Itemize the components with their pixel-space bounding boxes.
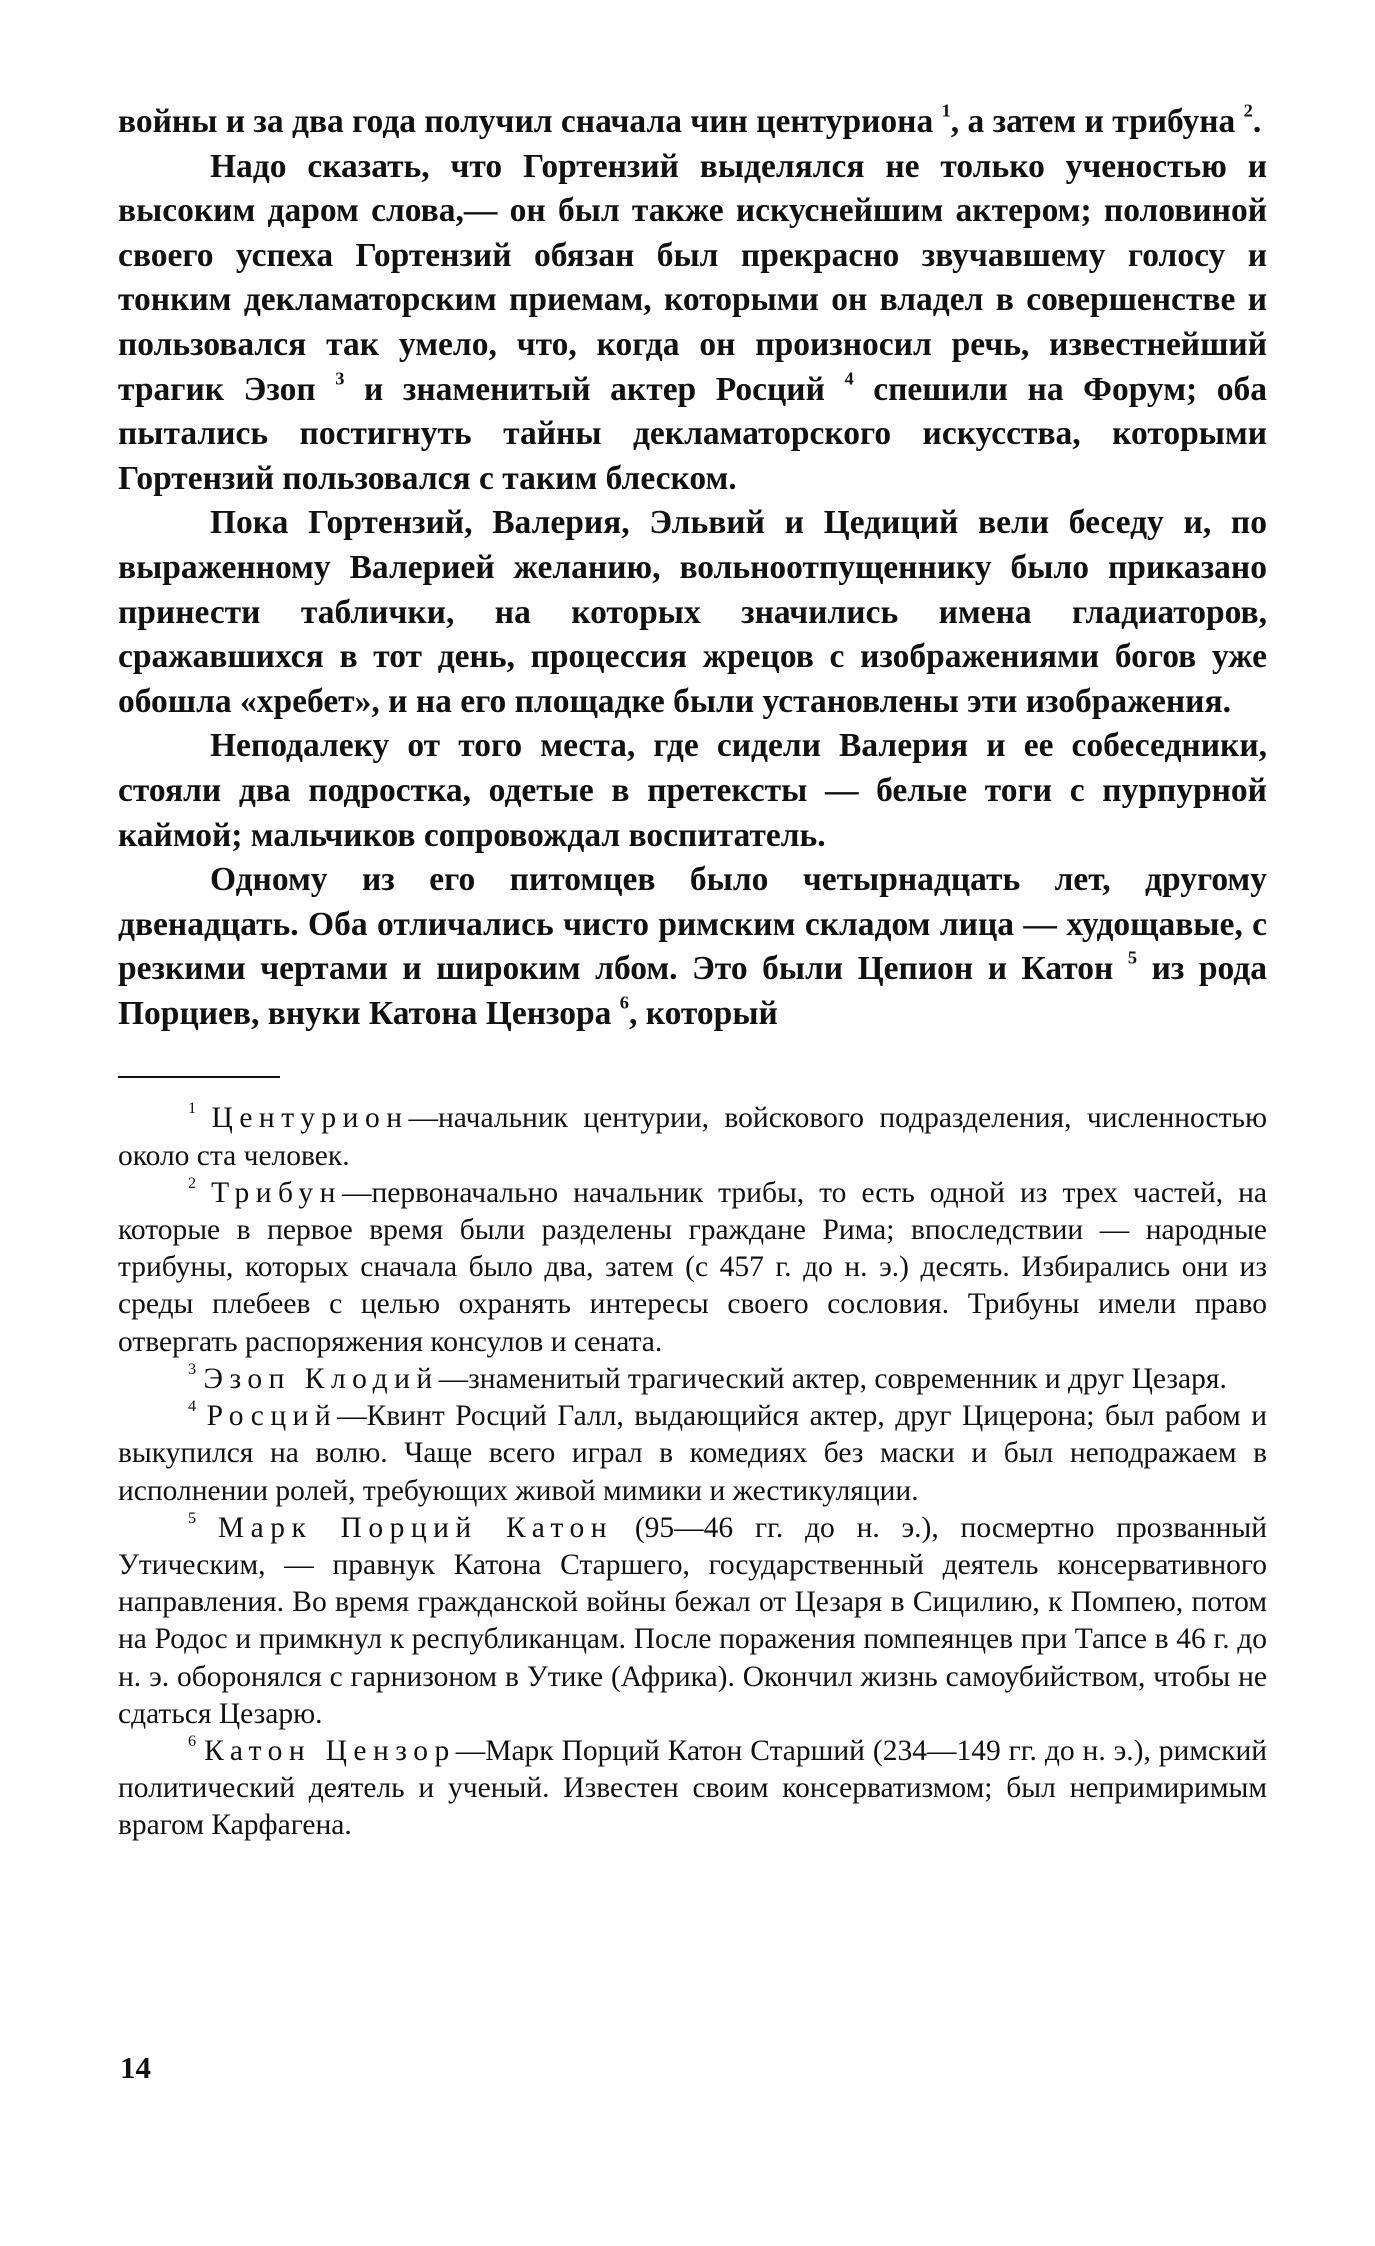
footnote-term: Марк Порций Катон: [217, 1511, 614, 1544]
footnote-text: (95—46 гг. до н. э.), посмертно прозванный Утическим, — правнук Катона Старшего, государственный деятель консервативного направления. Во время гражданской войны бежал от Цезаря в Сицилию, к Помпею, потом на Родос и примкнул к республиканцам. После поражения помпеянцев при Тапсе в 46 г. до н. э. оборонялся с гарнизоном в Утике (Африка). Окончил жизнь самоубийством, чтобы не сдаться Цезарю.: [118, 1511, 1268, 1730]
footnote-text: —первоначально начальник трибы, то есть одной из трех частей, на которые в первое время были разделены граждане Рима; впоследствии — народные трибуны, которых сначала было два, затем (с 457 г. до н. э.) десять. Избирались они из среды плебеев с целью охранять интересы своего сословия. Трибуны имели право отвергать распоряжения консулов и сената.: [118, 1176, 1268, 1358]
page-number: 14: [120, 2050, 151, 2085]
footnote-ref-6: 6: [619, 992, 629, 1013]
paragraph-5: Одному из его питомцев было четырнадцать лет, другому двенадцать. Оба отличались чисто римским складом лица — худощавые, с резкими чертами и широким лбом. Это были Цепион и Катон $^5$ из рода Порциев, внуки Катона Цензора $^6$, который: [118, 861, 1267, 1032]
footnote-term: Трибун: [211, 1176, 342, 1209]
footnote-ref-5: 5: [1127, 947, 1138, 968]
footnote-3: [118, 1361, 1267, 1398]
footnote-number: 3: [188, 1360, 197, 1379]
paragraph-1: войны и за два года получил сначала чин центуриона $^1$, а затем и трибуна $^2$.: [118, 100, 1262, 140]
footnote-text: —знаменитый трагический актер, современник и друг Цезаря.: [438, 1362, 1227, 1395]
footnote-ref-2: 2: [1243, 100, 1253, 121]
footnote-ref-4: 4: [844, 367, 854, 388]
footnote-2: [118, 1175, 1267, 1361]
footnote-ref-3: 3: [335, 367, 345, 388]
paragraph-4: Неподалеку от того места, где сидели Валерия и ее собеседники, стояли два подростка, одетые в претексты — белые тоги с пурпурной каймой; мальчиков сопровождал воспитатель.: [118, 727, 1267, 854]
footnotes: [118, 1100, 1267, 1844]
footnote-5: [118, 1510, 1267, 1733]
footnote-ref-1: 1: [941, 100, 951, 121]
footnote-divider: [118, 1076, 280, 1078]
footnote-term: Катон Цензор: [204, 1734, 456, 1767]
paragraph-2: Надо сказать, что Гортензий выделялся не только ученостью и высоким даром слова,— он был также искуснейшим актером; половиной своего успеха Гортензий обязан был прекрасно звучавшему голосу и тонким декламаторским приемам, которыми он владел в совершенстве и пользовался так умело, что, когда он произносил речь, известнейший трагик Эзоп $^3$ и знаменитый актер Росций $^4$ спешили на Форум; оба пытались постигнуть тайны декламаторского искусства, которыми Гортензий пользовался с таким блеском.: [118, 147, 1267, 497]
footnote-text: —Квинт Росций Галл, выдающийся актер, друг Цицерона; был рабом и выкупился на волю. Чаще всего играл в комедиях без маски и был неподражаем в исполнении ролей, требующих живой мимики и жестикуляции.: [118, 1400, 1267, 1507]
footnote-number: 1: [188, 1099, 197, 1118]
footnote-term: Центурион: [211, 1102, 409, 1135]
paragraph-3: Пока Гортензий, Валерия, Эльвий и Цедиций вели беседу и, по выраженному Валерией желанию, вольноотпущеннику было приказано принести таблички, на которых значились имена гладиаторов, сражавшихся в тот день, процессия жрецов с изображениями богов уже обошла «хребет», и на его площадке были установлены эти изображения.: [118, 504, 1267, 720]
footnote-6: [118, 1733, 1267, 1845]
footnote-term: Эзоп Клодий: [203, 1362, 439, 1395]
footnote-number: 2: [188, 1174, 197, 1193]
footnote-number: 4: [188, 1397, 197, 1416]
footnote-1: [118, 1100, 1267, 1174]
footnote-4: [118, 1398, 1267, 1510]
main-text: [118, 100, 1267, 1036]
footnote-number: 6: [188, 1732, 197, 1751]
footnote-term: Росций: [206, 1400, 338, 1433]
footnote-text: —Марк Порций Катон Старший (234—149 гг. до н. э.), римский политический деятель и ученый. Известен своим консерватизмом; был непримиримым врагом Карфагена.: [118, 1734, 1268, 1842]
footnote-number: 5: [188, 1508, 197, 1527]
footnote-text: —начальник центурии, войскового подразделения, численностью около ста человек.: [118, 1102, 1267, 1172]
